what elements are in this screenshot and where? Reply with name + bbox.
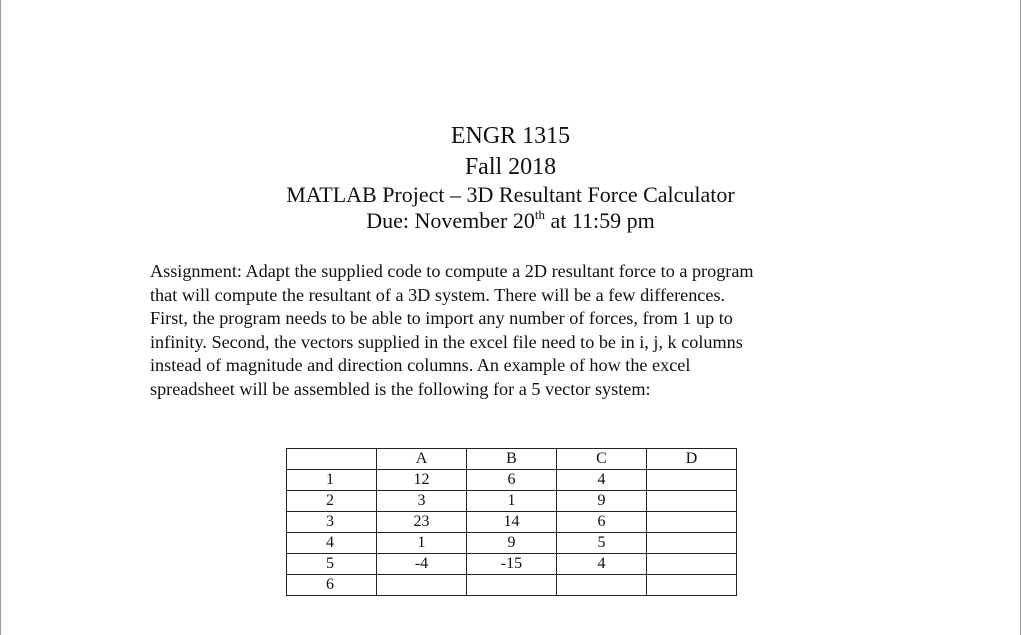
course-title: ENGR 1315	[450, 123, 571, 149]
table-cell: 3	[377, 491, 467, 512]
row-number: 3	[287, 512, 377, 533]
due-date-ordinal: th	[534, 207, 545, 222]
table-cell: -15	[467, 554, 557, 575]
table-cell: 9	[557, 491, 647, 512]
table-cell: 4	[557, 470, 647, 491]
table-cell: 12	[377, 470, 467, 491]
table-cell: 1	[467, 491, 557, 512]
table-row	[287, 470, 737, 491]
table-cell: 23	[377, 512, 467, 533]
assignment-line: Assignment: Adapt the supplied code to compute a 2D resultant force to a program	[150, 261, 754, 281]
project-title: MATLAB Project – 3D Resultant Force Calculator	[286, 182, 735, 207]
row-number: 5	[287, 554, 377, 575]
assignment-paragraph	[150, 260, 870, 402]
assignment-line: First, the program needs to be able to import any number of forces, from 1 up to	[150, 308, 733, 329]
table-header-row	[287, 449, 737, 470]
table-cell: 6	[557, 512, 647, 533]
column-header-a: A	[377, 449, 467, 470]
column-header-b: B	[467, 449, 557, 470]
row-number: 4	[287, 533, 377, 554]
table-cell	[647, 575, 737, 596]
table-cell: 9	[467, 533, 557, 554]
page-border-left	[0, 0, 1, 635]
table-cell	[647, 470, 737, 491]
table-row	[287, 533, 737, 554]
row-number: 1	[287, 470, 377, 491]
table-row	[287, 491, 737, 512]
column-header-c: C	[557, 449, 647, 470]
table-cell	[647, 533, 737, 554]
table-cell	[647, 491, 737, 512]
row-number: 2	[287, 491, 377, 512]
table-cell: 5	[557, 533, 647, 554]
due-date	[0, 208, 1021, 234]
table-cell: 1	[377, 533, 467, 554]
assignment-line: instead of magnitude and direction columns. An example of how the excel	[150, 355, 691, 376]
table-cell: 14	[467, 512, 557, 533]
table-cell: -4	[377, 554, 467, 575]
table-cell	[377, 575, 467, 596]
due-date-suffix: at 11:59 pm	[544, 208, 655, 233]
assignment-line: that will compute the resultant of a 3D system. There will be a few differences.	[150, 284, 726, 305]
document-header	[0, 120, 1021, 234]
due-date-prefix: Due: November 20	[366, 208, 535, 233]
table-row	[287, 554, 737, 575]
table-cell: 4	[557, 554, 647, 575]
term-title: Fall 2018	[464, 154, 557, 180]
table-cell	[467, 575, 557, 596]
column-header-d: D	[647, 449, 737, 470]
table-cell	[647, 512, 737, 533]
row-number: 6	[287, 575, 377, 596]
table-row	[287, 575, 737, 596]
table-cell	[557, 575, 647, 596]
table-row	[287, 512, 737, 533]
spreadsheet-example-table	[286, 448, 737, 596]
assignment-line: spreadsheet will be assembled is the following for a 5 vector system:	[150, 378, 651, 399]
table-cell	[647, 554, 737, 575]
table-cell: 6	[467, 470, 557, 491]
corner-cell	[287, 449, 377, 470]
assignment-line: infinity. Second, the vectors supplied in the excel file need to be in i, j, k columns	[150, 331, 743, 352]
